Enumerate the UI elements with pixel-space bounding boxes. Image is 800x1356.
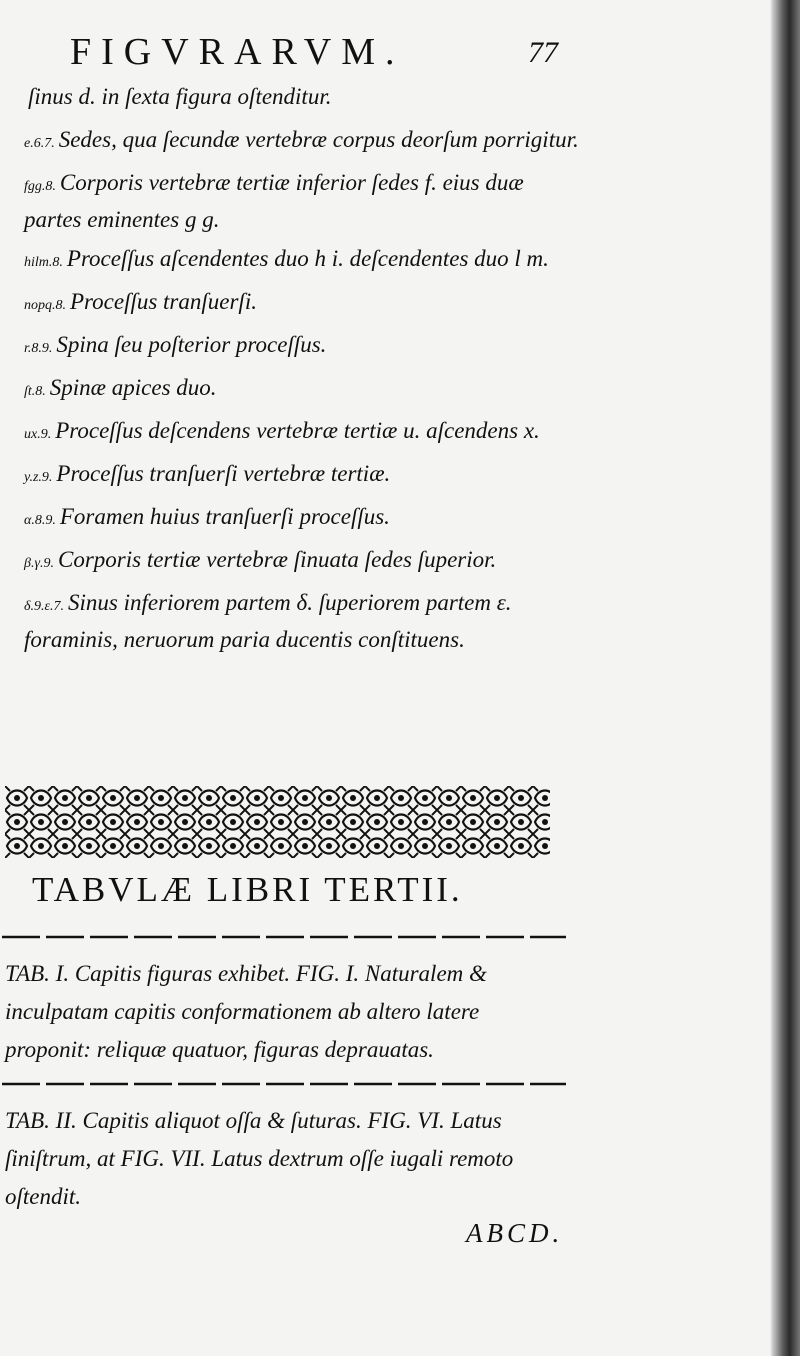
page-number: 77	[528, 36, 558, 69]
entry-ref: ux.9.	[24, 427, 52, 442]
entry-ref: y.z.9.	[24, 470, 53, 485]
entry-text: Corporis vertebræ tertiæ inferior ſedes f. eius duæ partes eminentes g g.	[24, 170, 524, 232]
entry-ref: fgg.8.	[24, 179, 56, 194]
figure-key-entry	[0, 242, 580, 279]
entry-text: Spina ſeu poſterior proceſſus.	[56, 332, 327, 357]
entry-text: Proceſſus tranſuerſi vertebræ tertiæ.	[56, 461, 391, 486]
entry-ref: ſt.8.	[24, 384, 46, 399]
figure-key-entry	[0, 328, 580, 365]
figure-key-entry	[0, 543, 580, 580]
catchword: ABCD.	[466, 1218, 564, 1248]
entry-text: Spinæ apices duo.	[49, 375, 217, 400]
entry-text: Proceſſus tranſuerſi.	[70, 289, 257, 314]
figure-key-entry	[0, 285, 580, 322]
figure-key-entry	[0, 80, 580, 117]
running-head: FIGVRARVM.	[70, 31, 405, 73]
printers-ornament-band	[5, 786, 550, 858]
entry-ref: α.8.9.	[24, 513, 56, 528]
divider-rule	[2, 1082, 566, 1086]
entry-ref: β.γ.9.	[24, 556, 54, 571]
entry-text: Foramen huius tranſuerſi proceſſus.	[59, 504, 390, 529]
figure-key-entry	[0, 371, 580, 408]
figure-key-entry	[0, 414, 580, 451]
book-binding	[774, 0, 800, 1356]
entry-ref: δ.9.ε.7.	[24, 599, 65, 614]
figure-key-entry	[0, 123, 580, 160]
divider-rule	[2, 935, 566, 939]
figure-key-list	[0, 80, 580, 662]
figure-key-entry	[0, 500, 580, 537]
entry-ref: r.8.9.	[24, 341, 53, 356]
entry-text: Proceſſus aſcendentes duo h i. deſcendentes duo l m.	[66, 246, 549, 271]
entry-text: Sinus inferiorem partem δ. ſuperiorem partem ε. foraminis, neruorum paria ducentis conſtituens.	[24, 590, 512, 652]
figure-key-entry	[0, 166, 580, 236]
entry-ref: hilm.8.	[24, 255, 63, 270]
entry-text: Corporis tertiæ vertebræ ſinuata ſedes ſuperior.	[58, 547, 497, 572]
entry-ref: e.6.7.	[24, 136, 55, 151]
entry-text: Sedes, qua ſecundæ vertebræ corpus deorſum porrigitur.	[58, 127, 579, 152]
section-title: TABVLÆ LIBRI TERTII.	[32, 870, 463, 909]
entry-text: ſinus d. in ſexta figura oſtenditur.	[28, 84, 332, 109]
plate-description: TAB. I. Capitis figuras exhibet. FIG. I. Naturalem & inculpatam capitis conformationem ab altero latere proponit: reliquæ quatuor, figuras deprauatas.	[5, 961, 487, 1062]
entry-text: Proceſſus deſcendens vertebræ tertiæ u. aſcendens x.	[55, 418, 540, 443]
plate-description: TAB. II. Capitis aliquot oſſa & ſuturas. FIG. VI. Latus ſiniſtrum, at FIG. VII. Latus dextrum oſſe iugali remoto oſtendit.	[5, 1108, 514, 1209]
figure-key-entry	[0, 586, 580, 656]
entry-ref: nopq.8.	[24, 298, 66, 313]
figure-key-entry	[0, 457, 580, 494]
